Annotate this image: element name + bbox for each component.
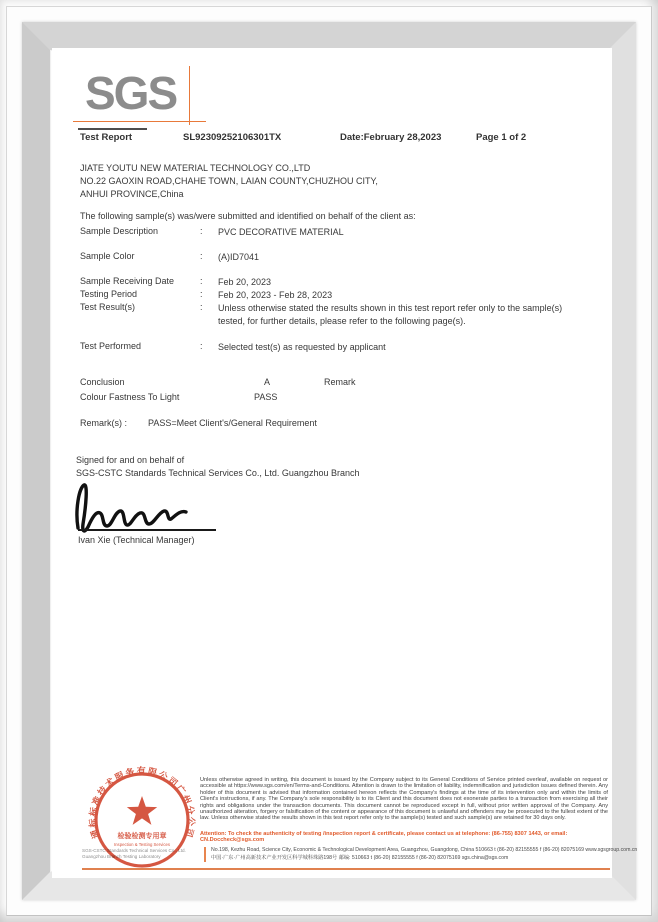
remarks-label: Remark(s) : bbox=[80, 418, 127, 428]
field-label: Sample Color bbox=[80, 251, 135, 261]
signer-name: Ivan Xie (Technical Manager) bbox=[78, 535, 195, 545]
field-colon: : bbox=[200, 341, 203, 351]
stamp-inner-line1: 检验检测专用章 bbox=[117, 833, 167, 840]
page-indicator: Page 1 of 2 bbox=[476, 132, 527, 143]
sgs-logo: SGS bbox=[85, 67, 177, 119]
report-page bbox=[52, 48, 638, 878]
field-value: (A)ID7041 bbox=[218, 252, 260, 262]
crop-mark-vertical bbox=[189, 66, 190, 125]
crop-mark-horizontal bbox=[73, 121, 206, 122]
conclusion-col-a: A bbox=[264, 377, 271, 387]
report-date: Date:February 28,2023 bbox=[340, 132, 442, 143]
field-colon: : bbox=[200, 226, 203, 236]
stamp-star-icon bbox=[127, 796, 157, 825]
footer-disclaimer: Unless otherwise agreed in writing, this document is issued by the Company subject to its General Conditions of Service printed overleaf, available on request or accessible at https://www.sgs.com/en/Terms-and-Conditions. Attention is drawn to the limitation of liability, indemnification and jurisdiction issues defined therein. Any holder of this document is advised that information contained hereon reflects the Company's findings at the time of its intervention only and within the limits of Client's instructions, if any. The Company's sole responsibility is to its Client and this document does not exonerate parties to a transaction from exercising all their rights and obligations under the transaction documents. This document cannot be reproduced except in full, without prior written approval of the Company. Any unauthorized alteration, forgery or falsification of the content or appearance of this document is unlawful and offenders may be prosecuted to the fullest extent of the law. Unless otherwise stated the results shown in this test report refer only to the sample(s) tested and such sample(s) are retained for 30 days only. bbox=[200, 777, 608, 822]
footer-address-en: No.198, Kezhu Road, Science City, Economic & Technological Development Area, Guangzhou, Guangdong, China 510663 t (86-20) 82155555 f (86-20) 82075169 www.sgsgroup.com.cn bbox=[211, 847, 638, 853]
client-name: JIATE YOUTU NEW MATERIAL TECHNOLOGY CO.,LTD bbox=[80, 163, 311, 173]
footer-attention: Attention: To check the authenticity of testing /inspection report & certificate, please contact us at telephone: (86-755) 8307 1443, or email: CN.Doccheck@sgs.com bbox=[200, 831, 568, 844]
conclusion-test-result: PASS bbox=[254, 392, 278, 402]
field-value: Feb 20, 2023 - Feb 28, 2023 bbox=[218, 290, 333, 300]
conclusion-col-remark: Remark bbox=[324, 377, 356, 387]
footer-company-line1: SGS-CSTC Standards Technical Services Co., Ltd. bbox=[82, 848, 186, 853]
stamp-inner-line2: Inspection & Testing Services bbox=[113, 842, 171, 847]
field-value: Selected test(s) as requested by applicant bbox=[218, 342, 386, 352]
field-colon: : bbox=[200, 251, 203, 261]
field-value: PVC DECORATIVE MATERIAL bbox=[218, 227, 344, 237]
field-label: Sample Description bbox=[80, 226, 159, 236]
signature-underline bbox=[78, 529, 216, 531]
footer-address-block bbox=[204, 847, 637, 862]
field-colon: : bbox=[200, 289, 203, 299]
company-seal-stamp bbox=[86, 764, 198, 876]
client-address-line1: NO.22 GAOXIN ROAD,CHAHE TOWN, LAIAN COUNTY,CHUZHOU CITY, bbox=[80, 176, 378, 186]
report-title: Test Report bbox=[80, 132, 133, 143]
conclusion-test-name: Colour Fastness To Light bbox=[80, 392, 180, 402]
conclusion-header: Conclusion bbox=[80, 377, 125, 387]
field-value: Feb 20, 2023 bbox=[218, 277, 272, 287]
logo-underline bbox=[78, 128, 147, 130]
field-label: Test Result(s) bbox=[80, 302, 136, 312]
signed-for-line2: SGS-CSTC Standards Technical Services Co., Ltd. Guangzhou Branch bbox=[76, 468, 360, 478]
signed-for-line1: Signed for and on behalf of bbox=[76, 455, 185, 465]
field-label: Sample Receiving Date bbox=[80, 276, 175, 286]
field-colon: : bbox=[200, 276, 203, 286]
field-colon: : bbox=[200, 302, 203, 312]
field-label: Testing Period bbox=[80, 289, 138, 299]
client-address-line2: ANHUI PROVINCE,China bbox=[80, 189, 184, 199]
footer-company-line2: Guangzhou Branch Testing Laboratory bbox=[82, 853, 161, 859]
signature-handwriting bbox=[68, 478, 218, 536]
intro-sentence: The following sample(s) was/were submitted and identified on behalf of the client as: bbox=[80, 211, 416, 221]
remarks-value: PASS=Meet Client's/General Requirement bbox=[148, 418, 317, 428]
field-label: Test Performed bbox=[80, 341, 142, 351]
field-value: Unless otherwise stated the results shown in this test report refer only to the sample(s) tested, for further details, please refer to the following page(s). bbox=[218, 303, 563, 326]
report-number: SL92309252106301TX bbox=[183, 132, 282, 143]
footer-address-cn: 中国·广东·广州高新技术产业开发区科学城科珠路198号 邮编: 510663 t (86-20) 82155555 f (86-20) 82075169 sgs.china@sgs.com bbox=[211, 854, 509, 861]
stamp-ring-text: 通标标准技术服务有限公司广州分公司 bbox=[87, 765, 197, 840]
